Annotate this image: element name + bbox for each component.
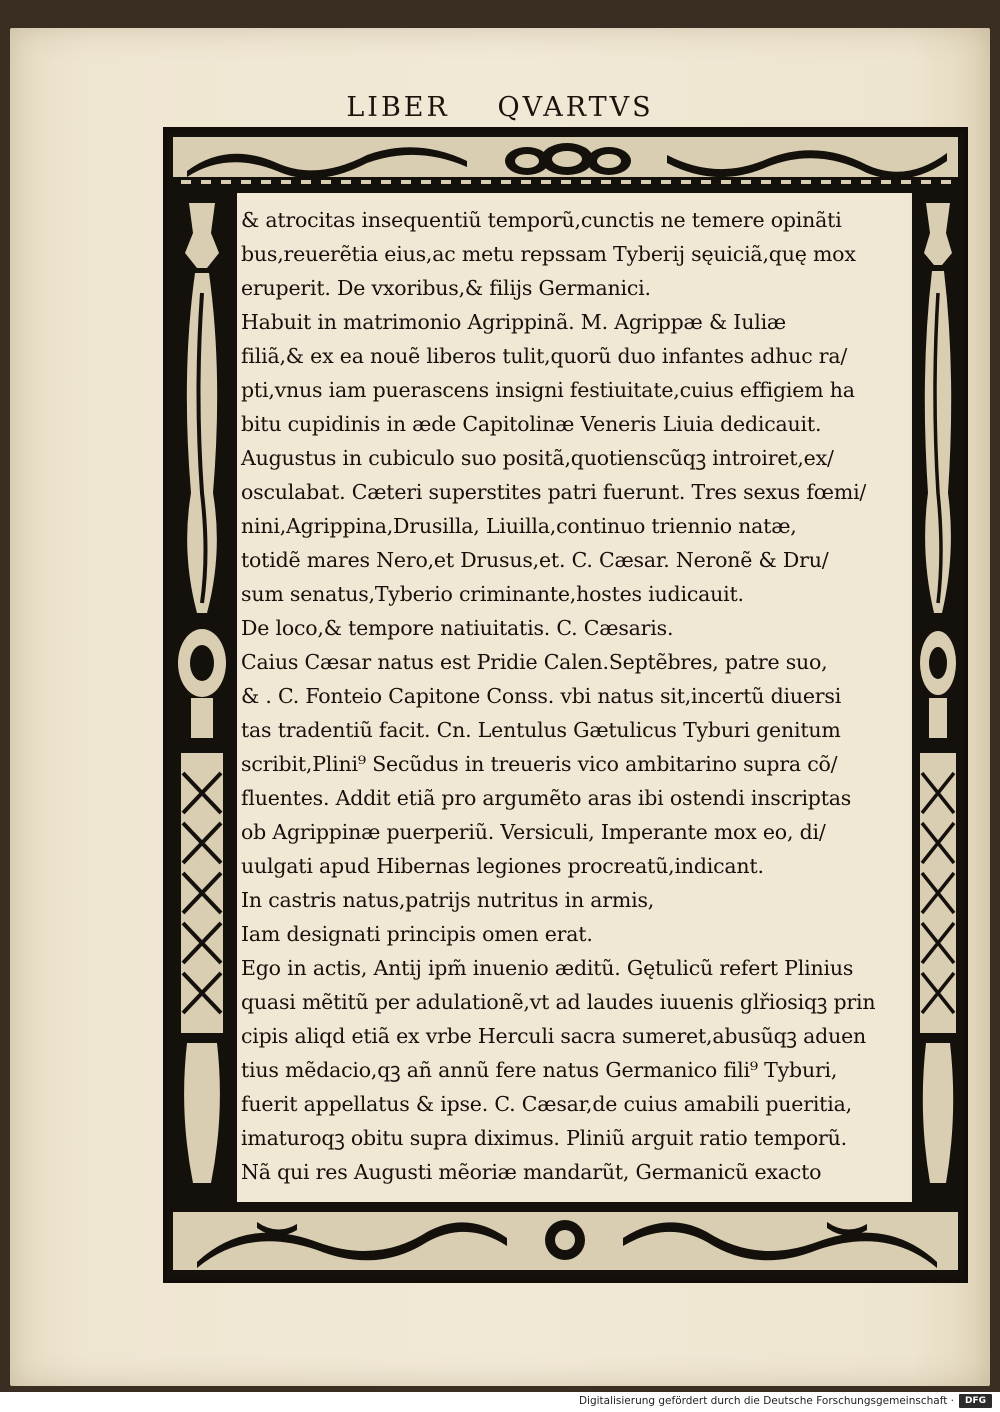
text-line: Augustus in cubiculo suo positã,quotienscũqꝫ introiret,ex/ <box>241 446 834 470</box>
text-line: Iam designati principis omen erat. <box>241 922 593 946</box>
text-line: scribit,Plini⁹ Secũdus in treueris vico ambitarino supra cõ/ <box>241 752 838 776</box>
text-line: Habuit in matrimonio Agrippinã. M. Agrippæ & Iuliæ <box>241 310 786 334</box>
text-line: filiã,& ex ea nouẽ liberos tulit,quorũ duo infantes adhuc ra/ <box>241 344 848 368</box>
text-line: quasi mẽtitũ per adulationẽ,vt ad laudes iuuenis glřiosiqꝫ prin <box>241 990 876 1014</box>
text-line: tas tradentiũ facit. Cn. Lentulus Gætulicus Tyburi genitum <box>241 718 841 742</box>
running-head-right: QVARTVS <box>497 92 654 123</box>
text-line: & atrocitas insequentiũ temporũ,cunctis ne temere opinãti <box>241 208 842 232</box>
funding-note: Digitalisierung gefördert durch die Deutsche Forschungsgemeinschaft · <box>578 1395 954 1407</box>
text-line: osculabat. Cæteri superstites patri fuerunt. Tres sexus fœmi/ <box>241 480 867 504</box>
text-line: sum senatus,Tyberio criminante,hostes iudicauit. <box>241 582 744 606</box>
text-line: bitu cupidinis in æde Capitolinæ Veneris Liuia dedicauit. <box>241 412 822 436</box>
text-line: nini,Agrippina,Drusilla, Liuilla,continuo triennio natæ, <box>241 514 797 538</box>
dfg-logo: DFG <box>959 1394 992 1408</box>
text-line: eruperit. De vxoribus,& filijs Germanici. <box>241 276 651 300</box>
text-line: uulgati apud Hibernas legiones procreatũ,indicant. <box>241 854 764 878</box>
text-line: tius mẽdacio,qꝫ añ annũ fere natus Germanico fili⁹ Tyburi, <box>241 1058 838 1082</box>
text-line: De loco,& tempore natiuitatis. C. Cæsaris. <box>241 616 674 640</box>
text-line: Nã qui res Augusti mẽoriæ mandarũt, Germanicũ exacto <box>241 1160 822 1184</box>
text-line: & . C. Fonteio Capitone Conss. vbi natus sit,incertũ diuersi <box>241 684 842 708</box>
text-line: fluentes. Addit etiã pro argumẽto aras ibi ostendi inscriptas <box>241 786 852 810</box>
text-line: Caius Cæsar natus est Pridie Calen.Septẽbres, patre suo, <box>241 650 828 674</box>
text-line: imaturoqꝫ obitu supra diximus. Pliniũ arguit ratio temporũ. <box>241 1126 847 1150</box>
text-line: cipis aliqd etiã ex vrbe Herculi sacra sumeret,abusũqꝫ aduen <box>241 1024 867 1048</box>
text-line: In castris natus,patrijs nutritus in armis, <box>241 888 655 912</box>
text-line: Ego in actis, Antij ipm̃ inuenio æditũ. Gętulicũ refert Plinius <box>241 956 854 980</box>
running-head <box>0 92 1000 123</box>
running-head-left: LIBER <box>346 92 450 123</box>
text-block <box>241 193 909 1202</box>
text-line: ob Agrippinæ puerperiũ. Versiculi, Imperante mox eo, di/ <box>241 820 826 844</box>
text-line: bus,reuerẽtia eius,ac metu repssam Tyberij sęuiciã,quę mox <box>241 242 856 266</box>
text-line: pti,vnus iam puerascens insigni festiuitate,cuius effigiem ha <box>241 378 855 402</box>
text-line: totidẽ mares Nero,et Drusus,et. C. Cæsar. Neronẽ & Dru/ <box>241 548 829 572</box>
text-line: fuerit appellatus & ipse. C. Cæsar,de cuius amabili pueritia, <box>241 1092 852 1116</box>
